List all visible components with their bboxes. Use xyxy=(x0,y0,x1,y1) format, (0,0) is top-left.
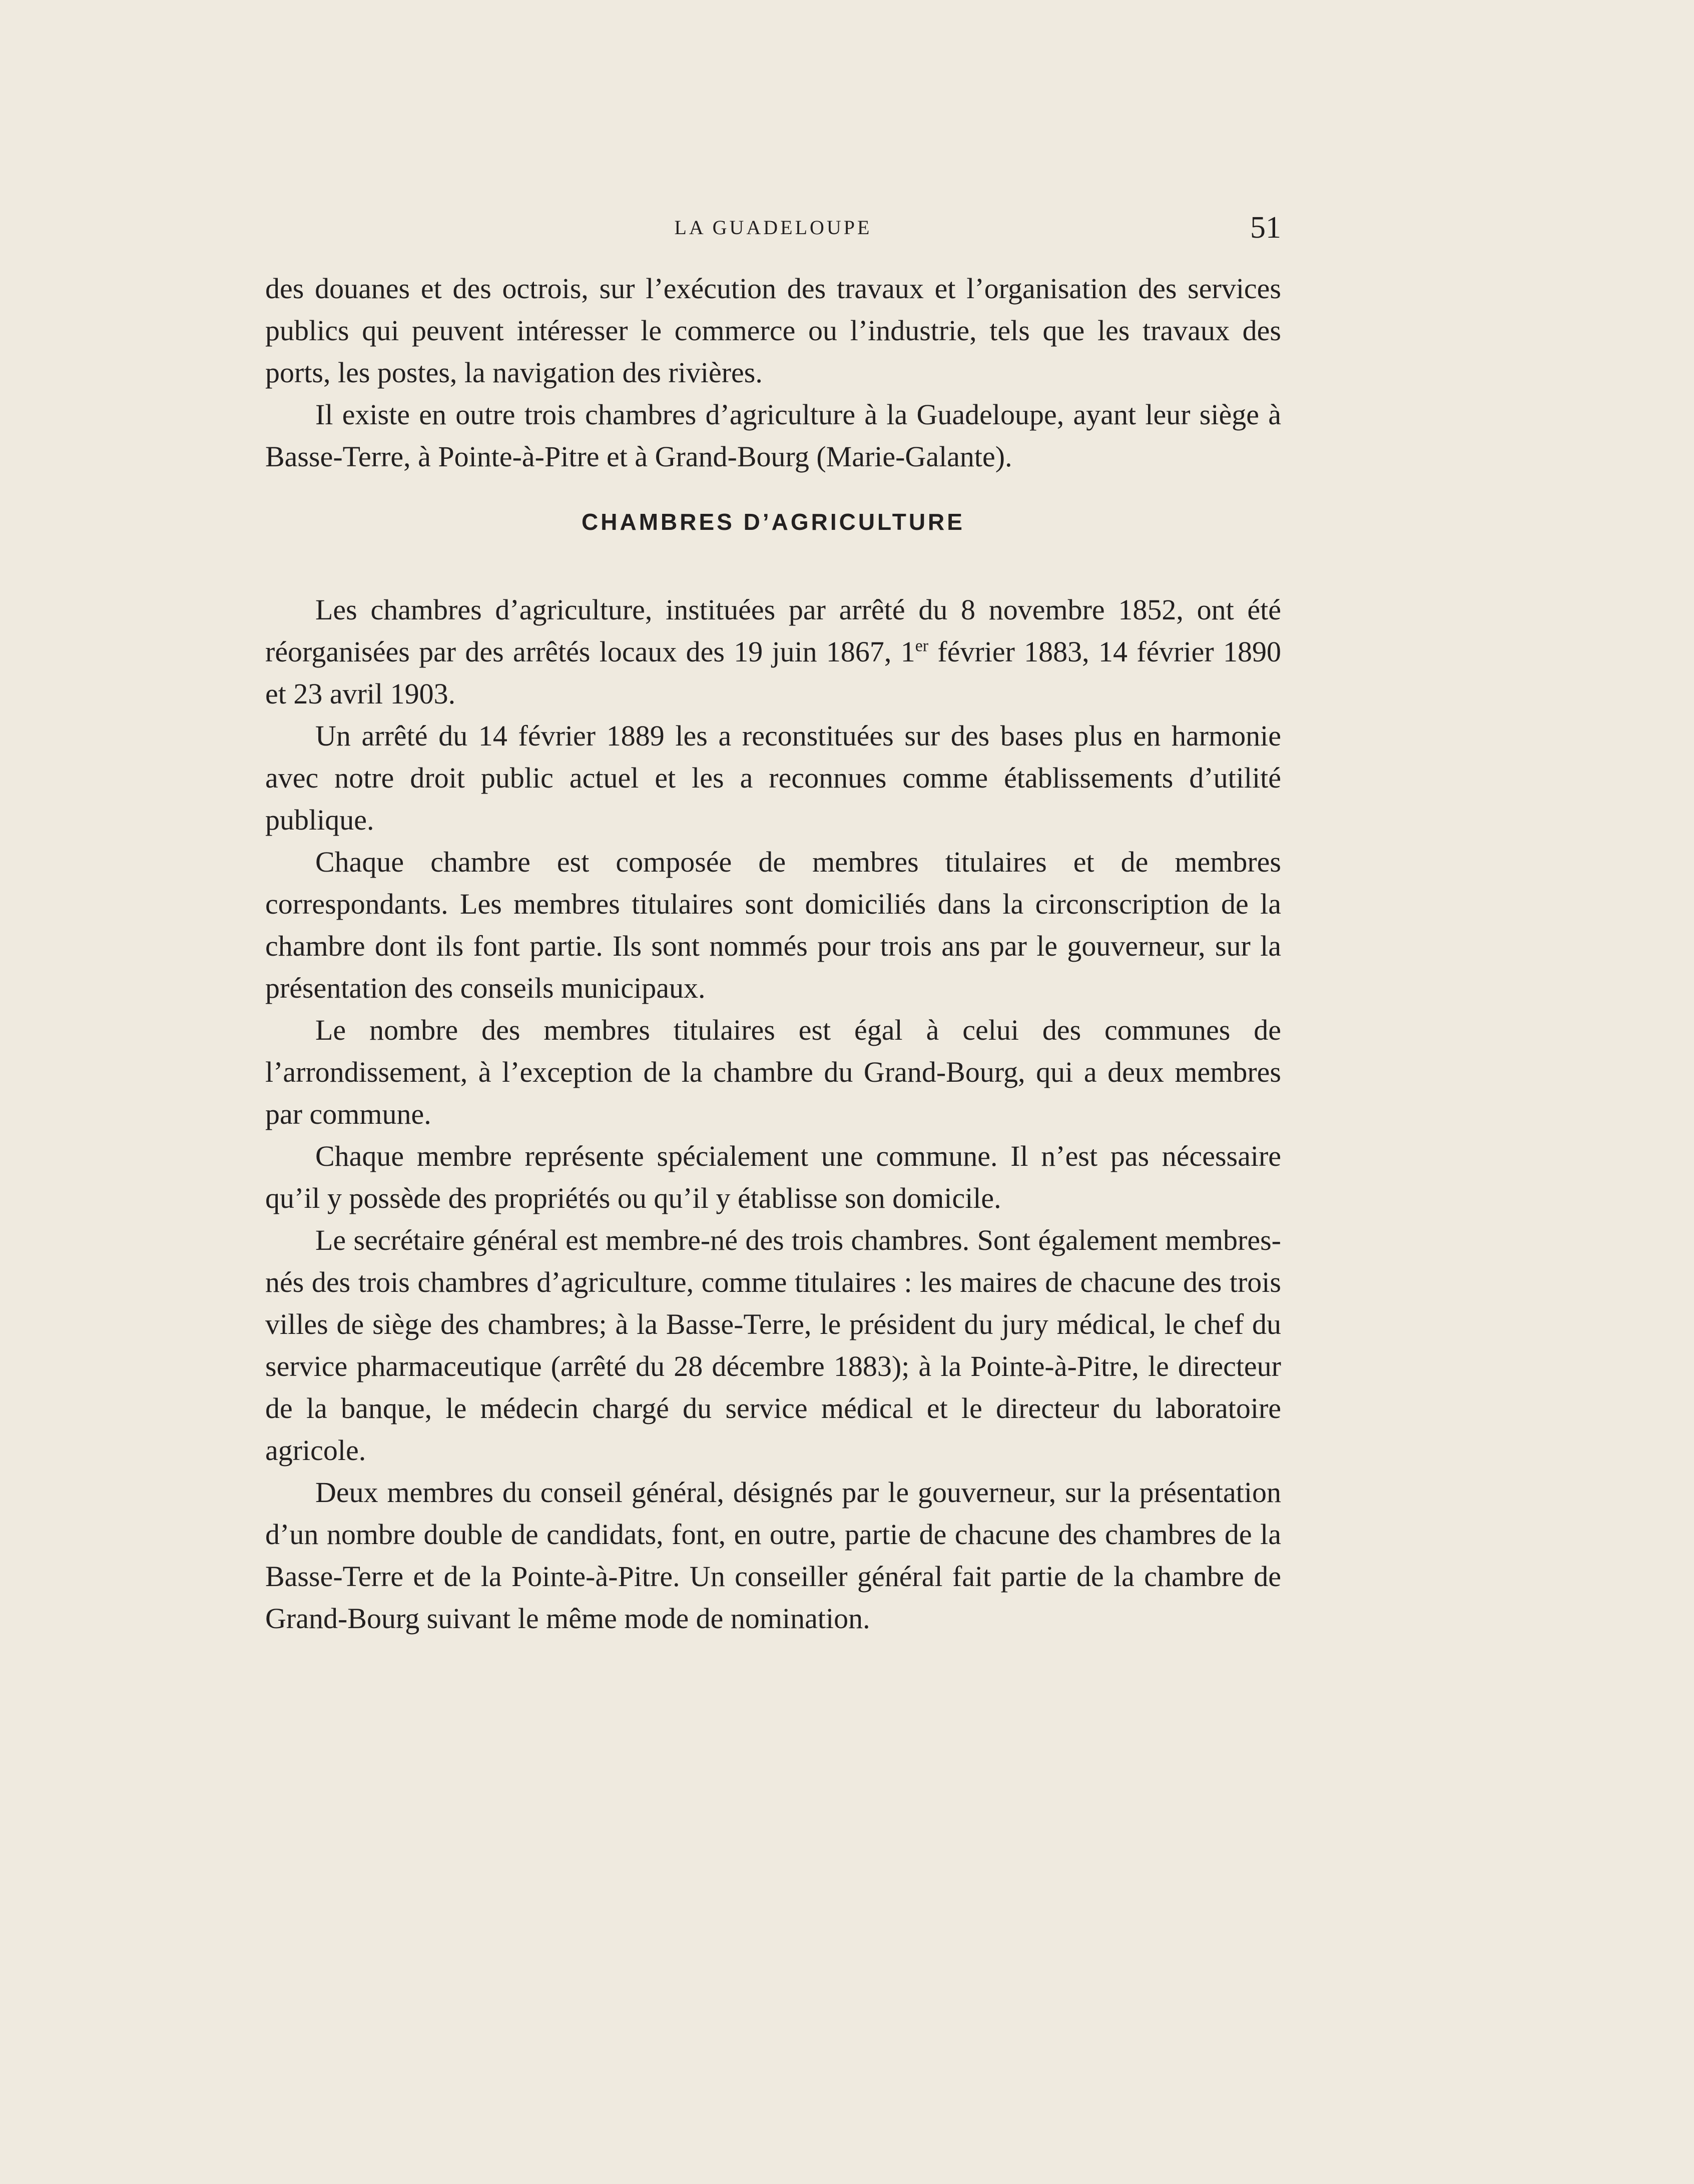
paragraph xyxy=(265,589,1281,715)
page-number: 51 xyxy=(1250,211,1281,245)
paragraph-text: Les chambres d’agriculture, instituées par arrêté du 8 novembre 1852, ont été réorganisées par des arrêtés locaux des 19 juin 1867, 1 xyxy=(265,593,1281,668)
paragraph-continuation: des douanes et des octrois, sur l’exécution des travaux et l’organisation des services publics qui peuvent intéresser le commerce ou l’industrie, tels que les travaux des ports, les postes, la navigation des rivières. xyxy=(265,272,1281,389)
paragraph: Chaque membre représente spécialement une commune. Il n’est pas nécessaire qu’il y possède des propriétés ou qu’il y établisse son domicile. xyxy=(265,1140,1281,1214)
paragraph: Le secrétaire général est membre-né des trois chambres. Sont également membres-nés des trois chambres d’agriculture, comme titulaires : les maires de chacune des trois villes de siège des chambres; à la Basse-Terre, le président du jury médical, le chef du service pharmaceutique (arrêté du 28 décembre 1883); à la Pointe-à-Pitre, le directeur de la banque, le médecin chargé du service médical et le directeur du laboratoire agricole. xyxy=(265,1224,1281,1467)
body-text xyxy=(265,268,1281,1640)
running-title: LA GUADELOUPE xyxy=(674,216,872,239)
superscript: er xyxy=(915,636,929,655)
paragraph: Deux membres du conseil général, désignés par le gouverneur, sur la présentation d’un nombre double de candidats, font, en outre, partie de chacune des chambres de la Basse-Terre et de la Pointe-à-Pitre. Un conseiller général fait partie de la chambre de Grand-Bourg suivant le même mode de nomination. xyxy=(265,1476,1281,1635)
paragraph: Il existe en outre trois chambres d’agriculture à la Guadeloupe, ayant leur siège à Basse-Terre, à Pointe-à-Pitre et à Grand-Bourg (Marie-Galante). xyxy=(265,398,1281,473)
page-header xyxy=(265,213,1281,243)
paragraph: Un arrêté du 14 février 1889 les a reconstituées sur des bases plus en harmonie avec notre droit public actuel et les a reconnues comme établissements d’utilité publique. xyxy=(265,719,1281,836)
paragraph-text: février 1883, 14 février 1890 et 23 avril 1903. xyxy=(265,635,1282,710)
paragraph: Le nombre des membres titulaires est égal à celui des communes de l’arrondissement, à l’exception de la chambre du Grand-Bourg, qui a deux membres par commune. xyxy=(265,1014,1281,1130)
section-title: CHAMBRES D’AGRICULTURE xyxy=(582,509,965,535)
paragraph: Chaque chambre est composée de membres titulaires et de membres correspondants. Les membres titulaires sont domiciliés dans la circonscription de la chambre dont ils font partie. Ils sont nommés pour trois ans par le gouverneur, sur la présentation des conseils municipaux. xyxy=(265,846,1281,1004)
